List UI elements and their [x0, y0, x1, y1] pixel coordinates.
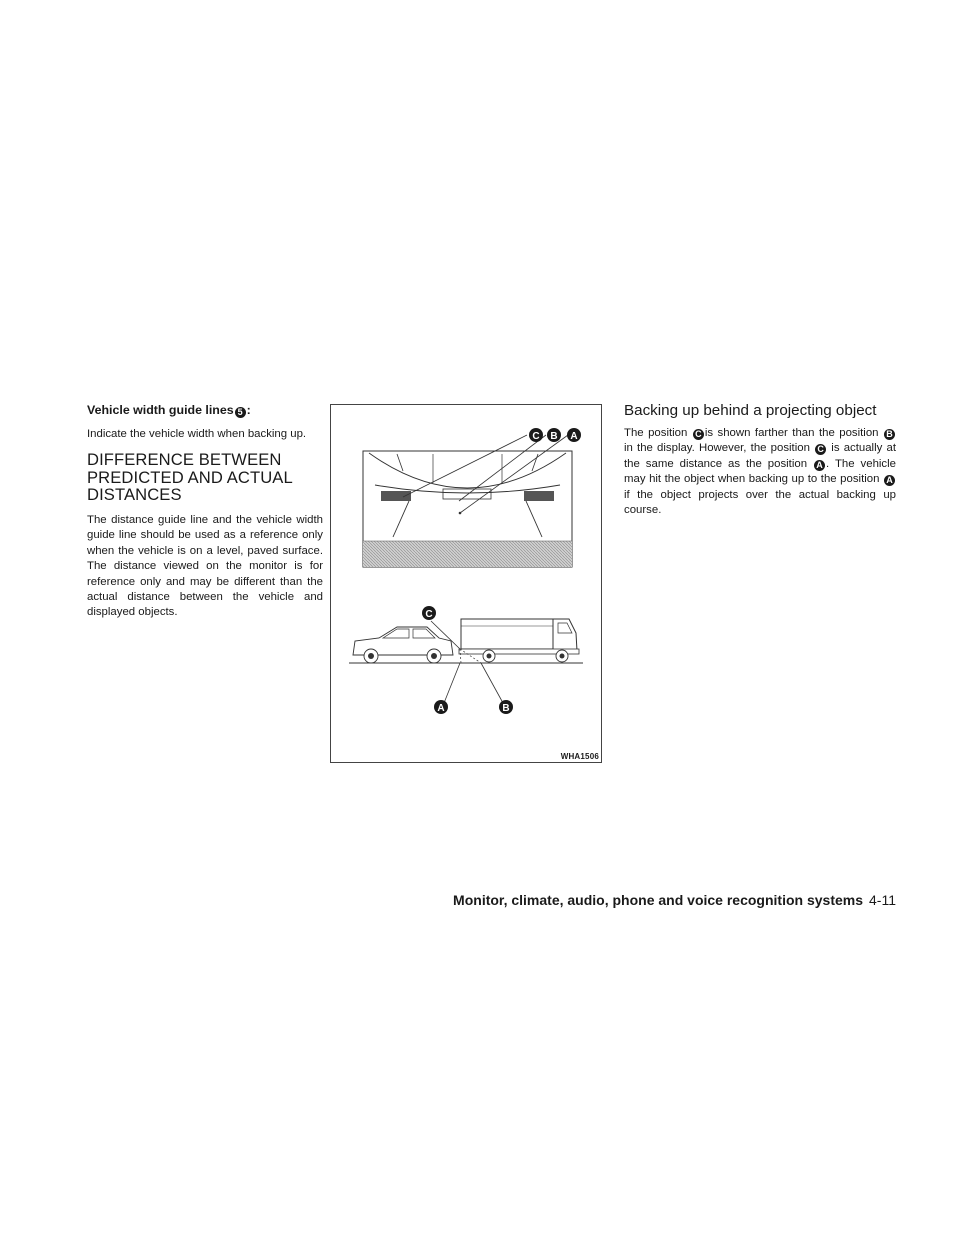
label-a-top: [567, 428, 581, 442]
label-a-side: [434, 700, 448, 714]
figure-code: WHA1506: [560, 752, 599, 761]
page-footer: [453, 892, 896, 908]
ref-marker-5: 5: [235, 407, 246, 418]
side-view-scene: [349, 619, 583, 703]
label-c-top: [529, 428, 543, 442]
sedan-illustration: [353, 627, 453, 663]
right-column: [624, 402, 896, 518]
right-paragraph: [624, 426, 896, 518]
text-run: . The vehicle may hit the object when backing up to the position: [624, 457, 896, 486]
section-heading: DIFFERENCE BETWEEN PREDICTED AND ACTUAL DISTANCES: [87, 450, 293, 505]
truck-illustration: [459, 619, 579, 662]
label-b-top: [547, 428, 561, 442]
subheading-description: Indicate the vehicle width when backing up.: [87, 428, 307, 440]
svg-text:C: C: [425, 609, 433, 620]
monitor-display: [363, 435, 572, 567]
section-paragraph: The distance guide line and the vehicle width guide line should be used as a reference only when the vehicle is on a level, paved surface. The distance viewed on the monitor is for reference only and may be different than the actual distance between the vehicle and displayed objects.: [87, 513, 323, 619]
text-run: The position: [624, 427, 688, 439]
svg-text:B: B: [550, 431, 558, 442]
left-column: [87, 402, 323, 621]
ref-marker-c: C: [815, 444, 826, 455]
svg-text:B: B: [502, 703, 510, 714]
ref-marker-a: A: [814, 460, 825, 471]
subheading-vehicle-width: [87, 402, 323, 419]
right-heading: Backing up behind a projecting object: [624, 402, 877, 419]
footer-section-title: Monitor, climate, audio, phone and voice recognition systems: [453, 892, 864, 908]
page-number: 4-11: [869, 892, 896, 908]
monitor-and-vehicle-illustration: [331, 405, 601, 762]
text-run: if the object projects over the actual backing up course.: [624, 488, 896, 517]
ref-marker-a: A: [884, 475, 895, 486]
subheading-colon: :: [246, 403, 251, 417]
svg-text:C: C: [532, 431, 540, 442]
svg-text:A: A: [570, 431, 578, 442]
svg-text:A: A: [437, 703, 445, 714]
text-run: is shown farther than the position: [704, 427, 879, 439]
text-run: is actually at the same distance as the position: [624, 442, 896, 470]
subheading-text: Vehicle width guide lines: [87, 403, 234, 417]
label-c-side: [422, 606, 436, 620]
ref-marker-b: B: [884, 429, 895, 440]
label-b-side: [499, 700, 513, 714]
text-run: in the display. However, the position: [624, 442, 810, 455]
ref-marker-c: C: [693, 429, 704, 440]
illustration-figure: [330, 404, 602, 763]
